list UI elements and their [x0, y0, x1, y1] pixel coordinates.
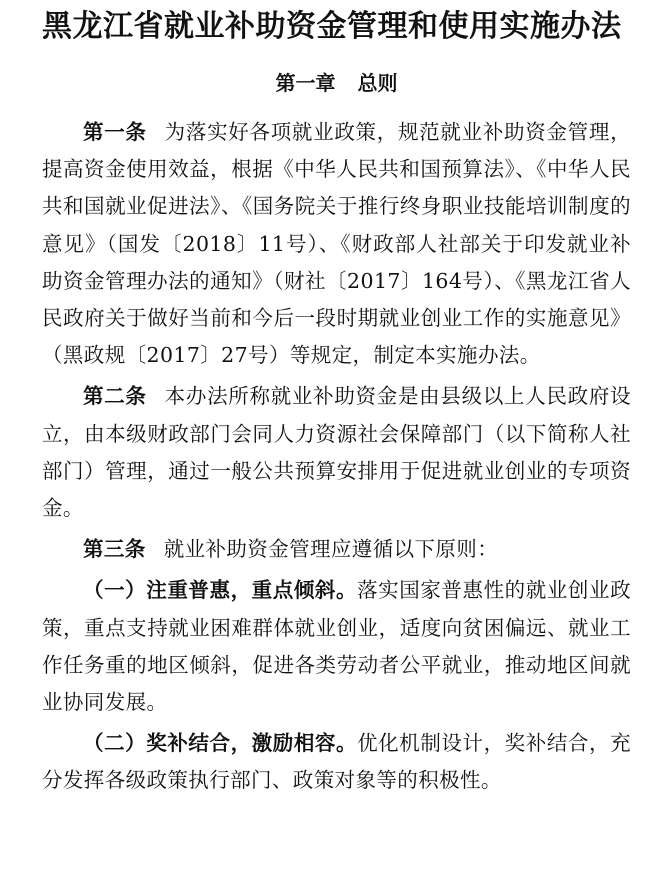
- principle-2: [42, 725, 631, 799]
- article-label: 第二条: [83, 384, 147, 409]
- chapter-name: 总则: [357, 71, 398, 95]
- principle-text: 优化机制设计，奖补结合，充分发挥各级政策执行部门、政策对象等的积极性。: [42, 731, 631, 793]
- article-text: 为落实好各项就业政策，规范就业补助资金管理，提高资金使用效益，根据《中华人民共和国预算法》、《中华人民共和国就业促进法》、《国务院关于推行终身职业技能培训制度的意见》（国发〔2018〕11号）、《财政部人社部关于印发就业补助资金管理办法的通知》（财社〔2017〕164号）、《黑龙江省人民政府关于做好当前和今后一段时期就业创业工作的实施意见》（黑政规〔2017〕27号）等规定，制定本实施办法。: [42, 120, 631, 368]
- principle-1: [42, 572, 631, 721]
- article-text: 就业补助资金管理应遵循以下原则：: [163, 537, 499, 562]
- article-label: 第三条: [83, 537, 146, 562]
- article-label: 第一条: [83, 120, 147, 144]
- principle-label: （一）注重普惠，重点倾斜。: [83, 578, 358, 603]
- principle-text: 落实国家普惠性的就业创业政策，重点支持就业困难群体就业创业，适度向贫困偏远、就业工作任务重的地区倾斜，促进各类劳动者公平就业，推动地区间就业协同发展。: [42, 578, 631, 715]
- chapter-number: 第一章: [275, 71, 336, 95]
- article-3: [42, 531, 631, 568]
- article-1: [42, 114, 631, 374]
- chapter-heading: [42, 68, 631, 98]
- article-2: [42, 378, 631, 527]
- document-title: 黑龙江省就业补助资金管理和使用实施办法: [42, 9, 622, 44]
- principle-label: （二）奖补结合，激励相容。: [83, 731, 358, 756]
- article-text: 本办法所称就业补助资金是由县级以上人民政府设立，由本级财政部门会同人力资源社会保障部门（以下简称人社部门）管理，通过一般公共预算安排用于促进就业创业的专项资金。: [42, 384, 631, 521]
